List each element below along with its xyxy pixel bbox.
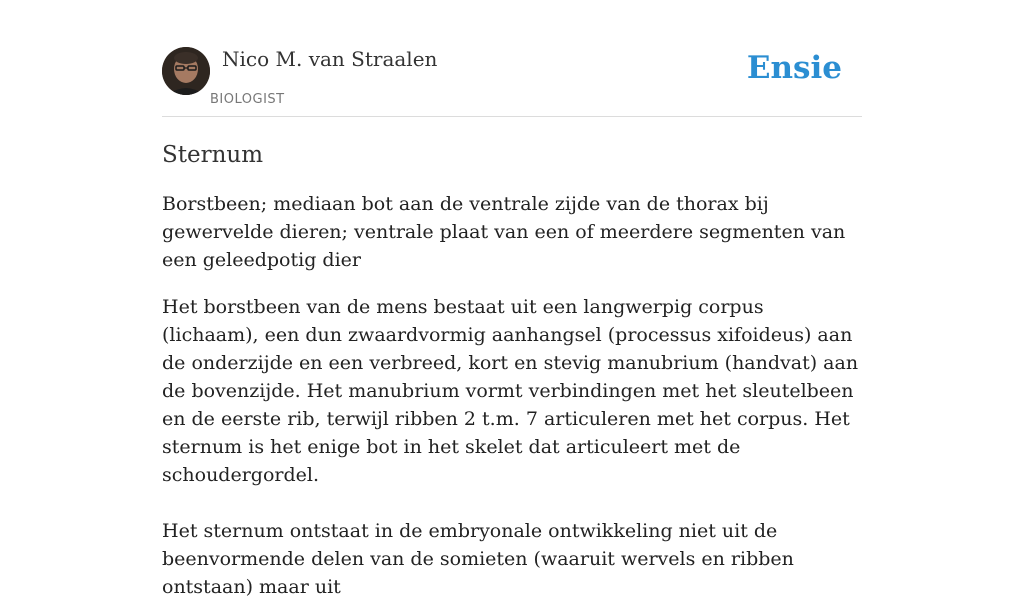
author-role: BIOLOGIST	[210, 92, 285, 107]
ensie-logo[interactable]: Ensie	[746, 50, 842, 86]
entry-paragraph: Het borstbeen van de mens bestaat uit een langwerpig corpus (lichaam), een dun zwaardvormig aanhangsel (processus xifoideus) aan de onderzijde en een verbreed, kort en stevig manubrium (handvat) aan de bovenzijde. Het manubrium vormt verbindingen met het sleutelbeen en de eerste rib, terwijl ribben 2 t.m. 7 articuleren met het corpus. Het sternum is het enige bot in het skelet dat articuleert met de schoudergordel.	[162, 296, 859, 486]
entry-content	[162, 140, 862, 601]
entry-definition: Borstbeen; mediaan bot aan de ventrale zijde van de thorax bij gewervelde dieren; ventrale plaat van een of meerdere segmenten van een geleedpotig dier	[162, 193, 846, 271]
author-name[interactable]: Nico M. van Straalen	[222, 47, 438, 71]
author-avatar[interactable]	[162, 47, 210, 95]
entry-paragraph: Het sternum ontstaat in de embryonale ontwikkeling niet uit de beenvormende delen van de somieten (waaruit wervels en ribben ontstaan) maar uit	[162, 520, 794, 598]
author-header	[162, 46, 862, 117]
person-photo-icon	[162, 47, 210, 95]
entry-term: Sternum	[162, 142, 264, 168]
